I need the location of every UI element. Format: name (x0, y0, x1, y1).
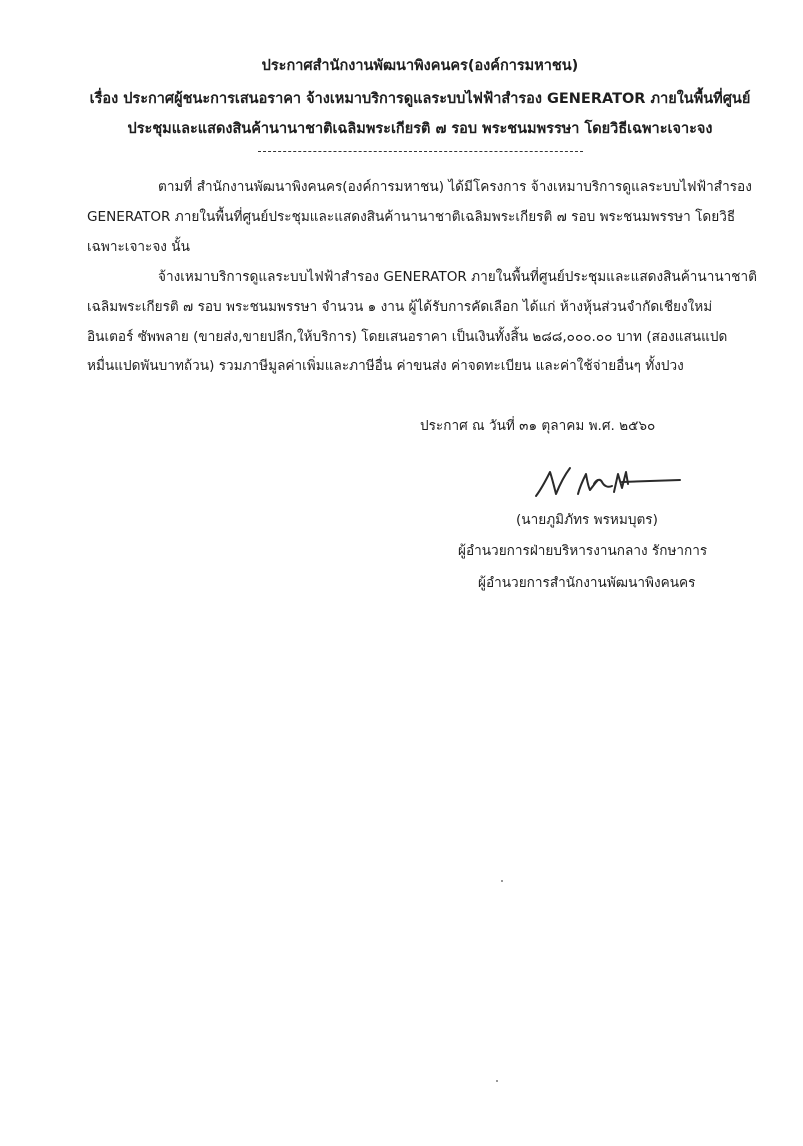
signatory-position-2: ผู้อำนวยการสำนักงานพัฒนาพิงคนคร (478, 575, 696, 591)
header-divider (258, 151, 583, 152)
announcement-subject-line-2: ประชุมและแสดงสินค้านานาชาติเฉลิมพระเกียรติ ๗ รอบ พระชนมพรรษา โดยวิธีเฉพาะเจาะจง (127, 121, 713, 137)
paragraph2-line-3: อินเตอร์ ซัพพลาย (ขายส่ง,ขายปลีก,ให้บริการ) โดยเสนอราคา เป็นเงินทั้งสิ้น ๒๘๘,๐๐๐.๐๐ บาท (สองแสนแปด (87, 329, 728, 345)
announcement-subject-line-1: เรื่อง ประกาศผู้ชนะการเสนอราคา จ้างเหมาบริการดูแลระบบไฟฟ้าสำรอง GENERATOR ภายในพื้นที่ศูนย์ (89, 91, 751, 107)
paragraph2-line-4: หมื่นแปดพันบาทถ้วน) รวมภาษีมูลค่าเพิ่มและภาษีอื่น ค่าขนส่ง ค่าจดทะเบียน และค่าใช้จ่ายอื่นๆ ทั้งปวง (87, 358, 684, 374)
paragraph2-line-2: เฉลิมพระเกียรติ ๗ รอบ พระชนมพรรษา จำนวน ๑ งาน ผู้ได้รับการคัดเลือก ได้แก่ ห้างหุ้นส่วนจำกัดเชียงใหม่ (87, 299, 713, 315)
paragraph2-line-1: จ้างเหมาบริการดูแลระบบไฟฟ้าสำรอง GENERATOR ภายในพื้นที่ศูนย์ประชุมและแสดงสินค้านานาชาติ (158, 269, 757, 285)
paragraph1-line-3: เฉพาะเจาะจง นั้น (87, 239, 190, 255)
announcement-date: ประกาศ ณ วันที่ ๓๑ ตุลาคม พ.ศ. ๒๕๖๐ (420, 418, 656, 434)
scan-speck (501, 880, 503, 882)
paragraph1-line-2: GENERATOR ภายในพื้นที่ศูนย์ประชุมและแสดงสินค้านานาชาติเฉลิมพระเกียรติ ๗ รอบ พระชนมพรรษา โดยวิธี (87, 209, 736, 225)
handwritten-signature (530, 462, 690, 510)
paragraph1-line-1: ตามที่ สำนักงานพัฒนาพิงคนคร(องค์การมหาชน) ได้มีโครงการ จ้างเหมาบริการดูแลระบบไฟฟ้าสำรอง (158, 179, 752, 195)
signatory-name: (นายภูมิภัทร พรหมบุตร) (516, 512, 658, 528)
scan-speck (496, 1080, 498, 1082)
signatory-position-1: ผู้อำนวยการฝ่ายบริหารงานกลาง รักษาการ (458, 543, 708, 559)
announcement-agency-title: ประกาศสำนักงานพัฒนาพิงคนคร(องค์การมหาชน) (261, 58, 579, 74)
